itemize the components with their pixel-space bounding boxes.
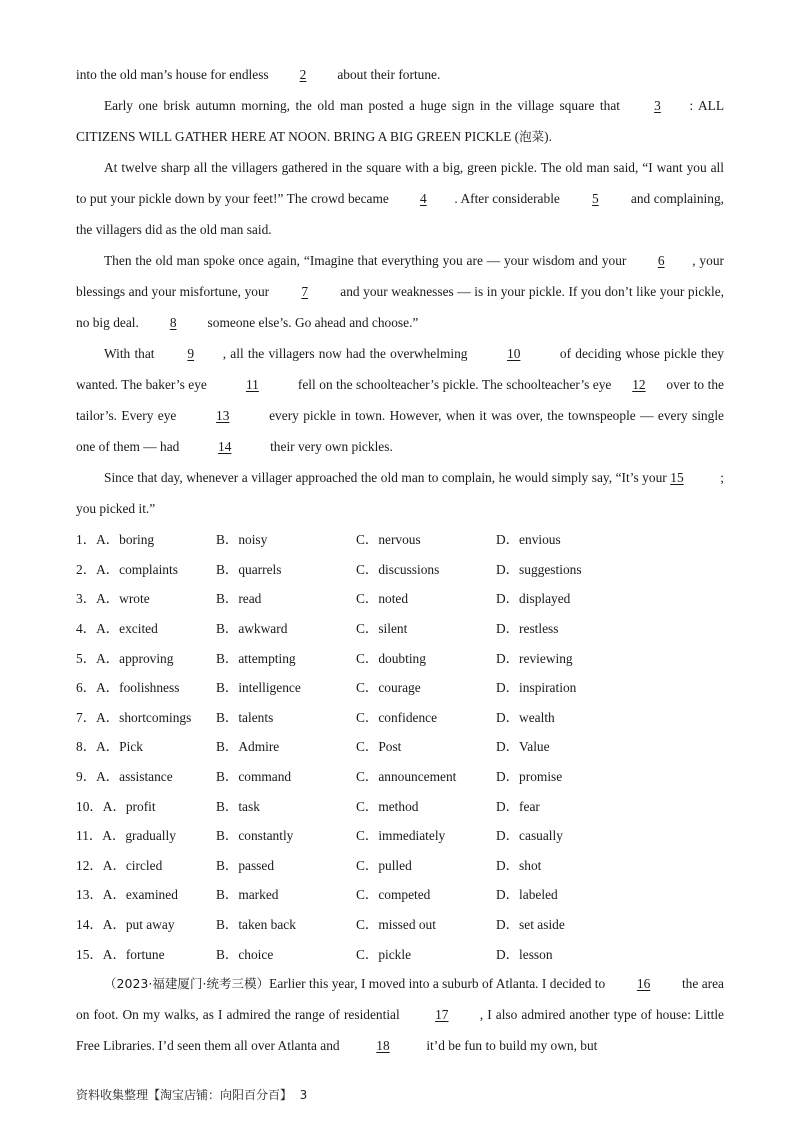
option-text: B．choice [216,946,274,962]
option-text: C．pulled [356,857,412,873]
text: someone else’s. Go ahead and choose.” [204,315,419,330]
option-text: B．marked [216,887,279,903]
option-a [76,529,216,548]
text: : ALL CITIZENS WILL GATHER HERE AT NOON. BRING A BIG GREEN PICKLE ( [76,98,725,144]
option-row [76,672,724,702]
option-row [76,524,724,554]
option-text: A．assistance [96,769,173,785]
option-b [216,766,356,785]
option-text: B．attempting [216,650,296,666]
option-text: B．awkward [216,621,288,637]
option-d [496,914,636,933]
blank-14: 14 [218,439,232,454]
option-c [356,677,496,696]
option-a [76,766,216,785]
option-a [76,944,216,963]
option-text: C．discussions [356,561,440,577]
blank-7: 7 [301,284,309,299]
text: Since that day, whenever a villager approached the old man to complain, he would simply say, “It’s your [104,470,671,485]
question-number: 13． [76,887,103,903]
option-d [496,677,636,696]
text: over to the tailor’s. Every eye [76,377,724,423]
blank-5: 5 [592,191,599,206]
question-number: 10． [76,798,103,814]
text: the area on foot. On my walks, as I admired the range of residential [76,975,724,1022]
option-c [356,618,496,637]
option-text: A．complaints [96,561,178,577]
option-a [76,884,216,903]
option-b [216,529,356,548]
option-d [496,529,636,548]
option-b [216,648,356,667]
option-row [76,583,724,613]
option-text: C．immediately [356,828,446,844]
option-d [496,559,636,578]
question-number: 14． [76,917,103,933]
option-b [216,914,356,933]
option-row [76,554,724,584]
option-row [76,790,724,820]
question-number: 12． [76,857,103,873]
option-text: D．shot [496,857,542,873]
footer-text: 资料收集整理【淘宝店铺：向阳百分百】 [76,1088,293,1102]
option-c [356,914,496,933]
option-text: A．fortune [102,946,165,962]
option-text: D．fear [496,798,540,814]
option-text: A．put away [102,917,175,933]
option-text: B．noisy [216,532,268,548]
text: Then the old man spoke once again, “Imagine that everything you are — your wisdom and your [104,253,631,268]
page-footer [76,1086,307,1103]
question-number: 3． [76,591,97,607]
options-list [76,524,724,968]
option-a [76,618,216,637]
option-row [76,731,724,761]
blank-16: 16 [636,975,651,991]
source-label: （2023·福建厦门·统考三模） [104,975,270,991]
text: , I also admired another type of house: Little Free Libraries. I’d seen them all over Atlanta and [76,1006,725,1053]
option-text: A．boring [96,532,155,548]
question-number: 1． [76,532,97,548]
option-d [496,588,636,607]
option-text: D．suggestions [496,561,582,577]
option-b [216,884,356,903]
option-row [76,879,724,909]
option-text: A．examined [102,887,178,903]
blank-9: 9 [187,346,195,361]
option-text: D．reviewing [496,650,573,666]
option-text: B．command [216,769,292,785]
question-number: 11． [76,828,103,844]
option-c [356,884,496,903]
option-a [76,736,216,755]
option-text: A．foolishness [96,680,180,696]
option-text: A．Pick [96,739,143,755]
option-a [76,648,216,667]
option-d [496,944,636,963]
paragraph-3 [76,152,724,245]
blank-3: 3 [654,98,661,113]
option-b [216,855,356,874]
option-c [356,825,496,844]
question-number: 15． [76,946,103,962]
option-text: B．read [216,591,262,607]
option-a [76,707,216,726]
paragraph-6 [76,462,724,524]
option-b [216,707,356,726]
text: every pickle in town. However, when it was over, the townspeople — every single one of them — had [76,408,724,454]
blank-15: 15 [670,470,684,485]
option-text: A．profit [102,798,156,814]
blank-2: 2 [299,67,307,82]
text: and your weaknesses — is in your pickle. If you don’t like your pickle, no big deal. [76,284,724,330]
question-number: 7． [76,709,97,725]
text: about their fortune. [334,67,441,82]
text: into the old man’s house for endless [76,67,272,82]
option-c [356,855,496,874]
option-text: C．noted [356,591,409,607]
blank-13: 13 [216,408,230,423]
text: and complaining, the villagers did as the old man said. [76,191,724,237]
option-row [76,909,724,939]
option-text: A．gradually [102,828,176,844]
option-text: C．confidence [356,709,438,725]
text: it’d be fun to build my own, but [422,1037,598,1053]
option-text: D．displayed [496,591,571,607]
question-number: 5． [76,650,97,666]
option-text: C．missed out [356,917,436,933]
option-c [356,559,496,578]
option-c [356,707,496,726]
option-b [216,588,356,607]
option-c [356,648,496,667]
text: At twelve sharp all the villagers gathered in the square with a big, green pickle. The old man said, “I want you all to put your pickle down by your feet!” The crowd became [76,160,724,206]
option-b [216,796,356,815]
option-a [76,588,216,607]
option-row [76,613,724,643]
option-d [496,796,636,815]
question-number: 2． [76,561,97,577]
option-text: C．method [356,798,419,814]
text: ; you picked it.” [76,470,724,516]
option-a [76,914,216,933]
option-text: B．constantly [216,828,294,844]
text: Early one brisk autumn morning, the old man posted a huge sign in the village square that [104,98,626,113]
blank-10: 10 [507,346,521,361]
option-text: D．promise [496,769,563,785]
page-number: 3 [299,1088,308,1102]
option-text: C．doubting [356,650,426,666]
blank-18: 18 [376,1037,390,1053]
option-d [496,618,636,637]
option-text: A．excited [96,621,158,637]
option-text: D．envious [496,532,561,548]
option-text: B．task [216,798,260,814]
option-b [216,677,356,696]
option-text: D．labeled [496,887,558,903]
option-a [76,677,216,696]
option-text: B．passed [216,857,275,873]
option-b [216,825,356,844]
option-text: C．pickle [356,946,412,962]
option-b [216,944,356,963]
option-text: D．wealth [496,709,555,725]
option-text: D．inspiration [496,680,577,696]
text: their very own pickles. [266,439,393,454]
option-text: A．approving [96,650,174,666]
document-content [76,59,724,1061]
question-number: 4． [76,621,97,637]
option-text: D．restless [496,621,559,637]
option-row [76,761,724,791]
option-c [356,529,496,548]
option-a [76,855,216,874]
option-text: B．Admire [216,739,280,755]
option-text: A．shortcomings [96,709,192,725]
option-c [356,588,496,607]
option-text: B．intelligence [216,680,301,696]
paragraph-5 [76,338,724,462]
option-b [216,559,356,578]
text: ). [544,129,552,144]
option-text: D．lesson [496,946,553,962]
blank-4: 4 [419,191,427,206]
option-text: C．announcement [356,769,457,785]
option-b [216,618,356,637]
option-a [76,559,216,578]
paragraph-2 [76,90,724,152]
option-a [76,825,216,844]
option-text: A．circled [102,857,163,873]
next-passage [76,968,724,1061]
option-text: C．nervous [356,532,421,548]
option-row [76,820,724,850]
option-text: D．Value [496,739,550,755]
text-chinese: 泡菜 [519,129,545,144]
blank-6: 6 [657,253,665,268]
option-row [76,642,724,672]
option-text: D．set aside [496,917,565,933]
option-text: B．taken back [216,917,296,933]
option-a [76,796,216,815]
question-number: 6． [76,680,97,696]
option-row [76,938,724,968]
text: , all the villagers now had the overwhelming [222,346,472,361]
blank-8: 8 [169,315,177,330]
option-text: C．competed [356,887,431,903]
text: , your blessings and your misfortune, your [76,253,724,299]
question-number: 9． [76,769,97,785]
text: With that [104,346,159,361]
option-text: B．talents [216,709,274,725]
option-b [216,736,356,755]
option-row [76,850,724,880]
option-d [496,736,636,755]
option-c [356,736,496,755]
text: Earlier this year, I moved into a suburb of Atlanta. I decided to [269,975,609,991]
option-d [496,855,636,874]
blank-11: 11 [245,377,259,392]
option-d [496,825,636,844]
option-text: D．casually [496,828,563,844]
text: . After considerable [454,191,564,206]
option-text: C．courage [356,680,421,696]
question-number: 8． [76,739,97,755]
option-text: B．quarrels [216,561,282,577]
paragraph-1 [76,59,724,90]
option-c [356,944,496,963]
option-text: C．silent [356,621,408,637]
option-c [356,796,496,815]
blank-17: 17 [435,1006,449,1022]
text: fell on the schoolteacher’s pickle. The schoolteacher’s eye [294,377,615,392]
paragraph-4 [76,245,724,338]
option-text: C．Post [356,739,402,755]
option-d [496,884,636,903]
option-row [76,702,724,732]
option-d [496,648,636,667]
blank-12: 12 [632,377,646,392]
option-c [356,766,496,785]
option-d [496,766,636,785]
option-text: A．wrote [96,591,150,607]
option-d [496,707,636,726]
text: of deciding whose pickle they wanted. The baker’s eye [76,346,724,392]
